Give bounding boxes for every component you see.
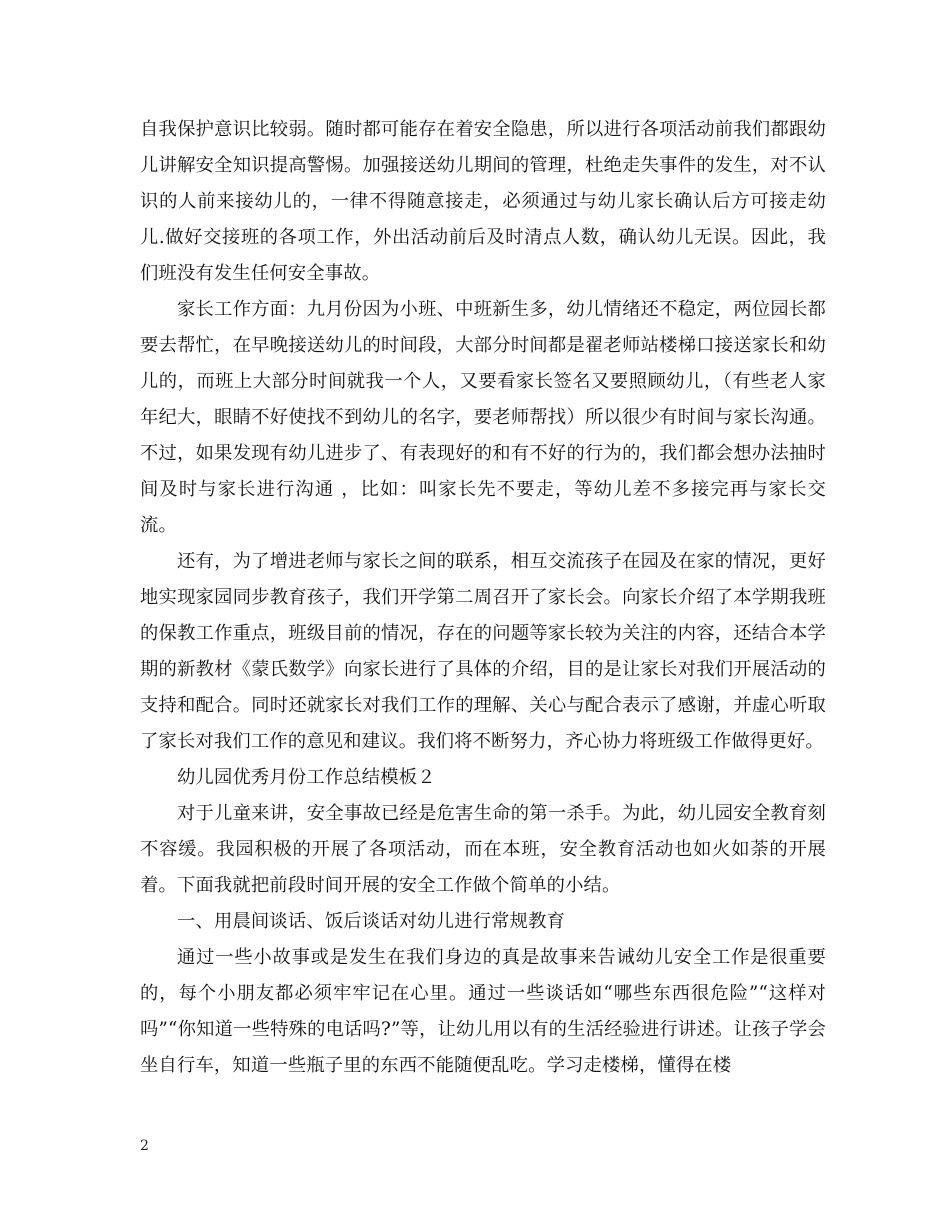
subheading-routine-education: 一、用晨间谈话、饭后谈话对幼儿进行常规教育: [177, 911, 566, 932]
document-body: [140, 112, 826, 1084]
paragraph-safety-intro: 对于儿童来讲，安全事故已经是危害生命的第一杀手。为此，幼儿园安全教育刻不容缓。我园积极的开展了各项活动，而在本班，安全教育活动也如火如荼的开展着。下面我就把前段时间开展的安全工作做个简单的小结。: [140, 803, 826, 896]
paragraph-safety-continuation: 自我保护意识比较弱。随时都可能存在着安全隐患，所以进行各项活动前我们都跟幼儿讲解安全知识提高警惕。加强接送幼儿期间的管理，杜绝走失事件的发生，对不认识的人前来接幼儿的，一律不得随意接走，必须通过与幼儿家长确认后方可接走幼儿.做好交接班的各项工作，外出活动前后及时清点人数，确认幼儿无误。因此，我们班没有发生任何安全事故。: [140, 119, 826, 284]
paragraph-stories-and-talks: 通过一些小故事或是发生在我们身边的真是故事来告诫幼儿安全工作是很重要的，每个小朋友都必须牢牢记在心里。通过一些谈话如“哪些东西很危险”“这样对吗”“你知道一些特殊的电话吗?”等，让幼儿用以有的生活经验进行讲述。让孩子学会坐自行车，知道一些瓶子里的东西不能随便乱吃。学习走楼梯，懂得在楼: [140, 947, 826, 1076]
paragraph-parent-meeting: 还有，为了增进老师与家长之间的联系，相互交流孩子在园及在家的情况，更好地实现家园同步教育孩子，我们开学第二周召开了家长会。向家长介绍了本学期我班的保教工作重点，班级目前的情况，存在的问题等家长较为关注的内容，还结合本学期的新教材《蒙氏数学》向家长进行了具体的介绍，目的是让家长对我们开展活动的支持和配合。同时还就家长对我们工作的理解、关心与配合表示了感谢，并虚心听取了家长对我们工作的意见和建议。我们将不断努力，齐心协力将班级工作做得更好。: [140, 551, 826, 752]
section-heading-template-2: 幼儿园优秀月份工作总结模板２: [177, 767, 436, 788]
page-number: 2: [140, 1138, 149, 1154]
paragraph-parent-work: 家长工作方面：九月份因为小班、中班新生多，幼儿情绪还不稳定，两位园长都要去帮忙，在早晚接送幼儿的时间段，大部分时间都是翟老师站楼梯口接送家长和幼儿的，而班上大部分时间就我一个人，又要看家长签名又要照顾幼儿，（有些老人家年纪大，眼睛不好使找不到幼儿的名字，要老师帮找）所以很少有时间与家长沟通。不过，如果发现有幼儿进步了、有表现好的和有不好的行为的，我们都会想办法抽时间及时与家长进行沟通 ，比如：叫家长先不要走，等幼儿差不多接完再与家长交流。: [140, 299, 826, 536]
